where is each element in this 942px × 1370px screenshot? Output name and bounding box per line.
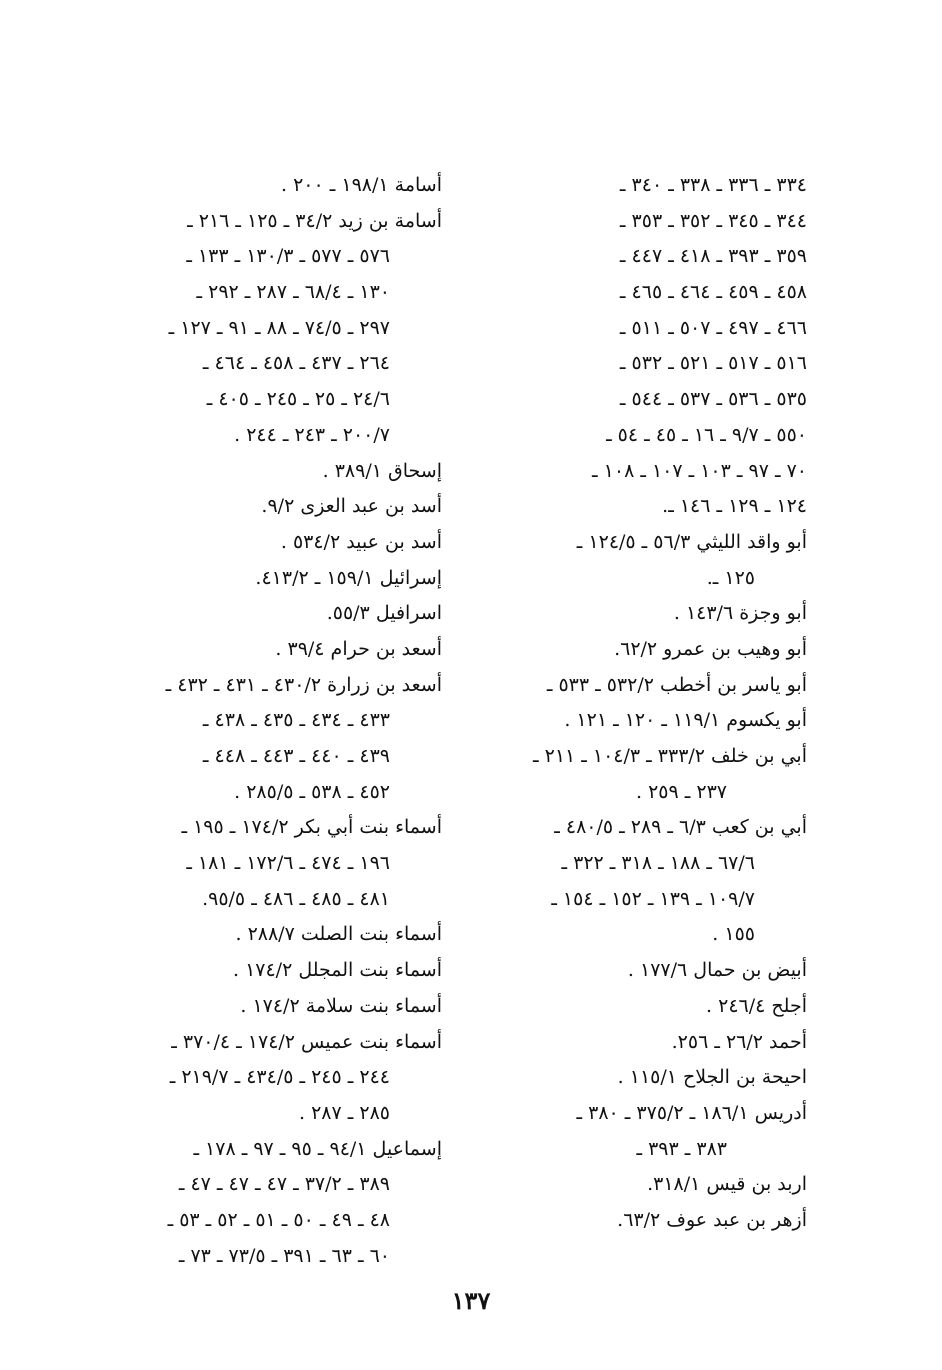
index-line: ٥٣٥ ـ ٥٣٦ ـ ٥٣٧ ـ ٥٤٤ ـ [619,388,807,411]
index-line: ٢٩٧ ـ ٧٤/٥ ـ ٨٨ ـ ٩١ ـ ١٢٧ ـ [168,316,390,339]
index-line: ٤٨١ ـ ٤٨٥ ـ ٤٨٦ ـ ٩٥/٥. [202,887,390,910]
index-line: ١٥٥ . [712,923,755,946]
index-line: ١٢٤ ـ ١٢٩ ـ ١٤٦ ـ. [662,495,807,518]
index-line: ٢٠٠/٧ ـ ٢٤٣ ـ ٢٤٤ . [234,423,390,446]
index-line: ٢٦٤ ـ ٤٣٧ ـ ٤٥٨ ـ ٤٦٤ ـ [202,352,390,375]
index-line: ٤٣٩ ـ ٤٤٠ ـ ٤٤٣ ـ ٤٤٨ ـ [202,745,390,767]
index-line: ٢٤٤ ـ ٢٤٥ ـ ٤٣٤/٥ ـ ٢١٩/٧ ـ [169,1066,390,1089]
index-line: ٦٠ ـ ٦٣ ـ ٣٩١ ـ ٧٣/٥ ـ ٧٣ ـ [178,1244,390,1267]
index-line: ٢٣٧ ـ ٢٥٩ . [636,780,727,803]
index-line: ١٩٦ ـ ٤٧٤ ـ ١٧٢/٦ ـ ١٨١ ـ [186,852,390,875]
index-entry: أسد بن عبيد ٥٣٤/٢ . [280,530,442,553]
index-line: ٣٨٣ ـ ٣٩٣ ـ [636,1137,727,1160]
index-entry: أسماء بنت عميس ١٧٤/٢ ـ ٣٧٠/٤ ـ [171,1030,442,1053]
index-entry: أسامة ١٩٨/١ ـ ٢٠٠ . [280,174,442,196]
index-line: ٣٣٤ ـ ٣٣٦ ـ ٣٣٨ ـ ٣٤٠ ـ [619,174,807,196]
index-column-right [502,168,807,1239]
index-line: ٣٥٩ ـ ٣٩٣ ـ ٤١٨ ـ ٤٤٧ ـ [619,245,807,268]
index-line: ٦٧/٦ ـ ١٨٨ ـ ٣١٨ ـ ٣٢٢ ـ [561,852,755,875]
index-entry: أبي بن كعب ٦/٣ ـ ٢٨٩ ـ ٤٨٠/٥ ـ [554,816,807,839]
index-entry: أدريس ١٨٦/١ ـ ٣٧٥/٢ ـ ٣٨٠ ـ [576,1101,807,1124]
index-entry: أبو يكسوم ١١٩/١ ـ ١٢٠ ـ ١٢١ . [564,709,807,732]
index-entry: أبو واقد الليثي ٥٦/٣ ـ ١٢٤/٥ ـ [576,530,807,553]
index-entry: أبيض بن حمال ١٧٧/٦ . [627,959,807,982]
index-entry: أسماء بنت المجلل ١٧٤/٢ . [232,959,442,982]
index-line: ٣٤٤ ـ ٣٤٥ ـ ٣٥٢ ـ ٣٥٣ ـ [619,209,807,232]
index-entry: أجلح ٢٤٦/٤ . [706,994,807,1017]
index-line: ٤٦٦ ـ ٤٩٧ ـ ٥٠٧ ـ ٥١١ ـ [619,316,807,339]
index-entry: أسامة بن زيد ٣٤/٢ ـ ١٢٥ ـ ٢١٦ ـ [187,209,442,232]
index-line: ٤٥٢ ـ ٥٣٨ ـ ٢٨٥/٥ . [234,780,390,803]
index-line: ٥١٦ ـ ٥١٧ ـ ٥٢١ ـ ٥٣٢ ـ [619,352,807,375]
index-line: ٤٥٨ ـ ٤٥٩ ـ ٤٦٤ ـ ٤٦٥ ـ [619,281,807,304]
index-line: ٢٤/٦ ـ ٢٥ ـ ٢٤٥ ـ ٤٠٥ ـ [206,388,390,411]
page-number: ١٣٧ [451,1286,491,1315]
index-entry: اسرافيل ٥٥/٣. [326,602,442,625]
index-entry: أسعد بن زرارة ٤٣٠/٢ ـ ٤٣١ ـ ٤٣٢ ـ [165,673,442,696]
index-entry: أحمد ٢٦/٢ ـ ٢٥٦. [671,1030,807,1053]
index-entry: أبو وهيب بن عمرو ٦٢/٢. [614,637,807,660]
index-column-left [112,168,442,1274]
index-line: ١٠٩/٧ ـ ١٣٩ ـ ١٥٢ ـ ١٥٤ ـ [551,887,755,910]
index-entry: أبو ياسر بن أخطب ٥٣٢/٢ ـ ٥٣٣ ـ [546,673,807,696]
index-entry: أزهر بن عبد عوف ٦٣/٢. [617,1208,807,1231]
index-line: ٥٥٠ ـ ٩/٧ ـ ١٦ ـ ٤٥ ـ ٥٤ ـ [606,423,807,446]
index-entry: إسماعيل ٩٤/١ ـ ٩٥ ـ ٩٧ ـ ١٧٨ ـ [193,1137,442,1160]
index-entry: احيحة بن الجلاح ١١٥/١ . [617,1066,807,1089]
index-entry: أسد بن عبد العزى ٩/٢. [261,495,442,518]
index-line: ١٢٥ ـ. [706,566,755,589]
index-line: ٢٨٥ ـ ٢٨٧ . [299,1101,390,1124]
index-entry: أبي بن خلف ٣٣٣/٢ ـ ١٠٤/٣ ـ ٢١١ ـ [533,745,807,767]
index-entry: أسماء بنت الصلت ٢٨٨/٧ . [235,923,442,946]
index-entry: إسرائيل ١٥٩/١ ـ ٤١٣/٢. [255,566,442,589]
index-line: ٧٠ ـ ٩٧ ـ ١٠٣ ـ ١٠٧ ـ ١٠٨ ـ [592,459,807,482]
index-entry: أسماء بنت أبي بكر ١٧٤/٢ ـ ١٩٥ ـ [181,816,442,839]
index-line: ١٣٠ ـ ٦٨/٤ ـ ٢٨٧ ـ ٢٩٢ ـ [196,281,390,304]
index-entry: أسماء بنت سلامة ١٧٤/٢ . [240,994,442,1017]
index-line: ٥٧٦ ـ ٥٧٧ ـ ١٣٠/٣ ـ ١٣٣ ـ [186,245,390,268]
index-line: ٤٣٣ ـ ٤٣٤ ـ ٤٣٥ ـ ٤٣٨ ـ [202,709,390,732]
index-entry: إسحاق ٣٨٩/١ . [322,459,442,482]
index-entry: اربد بن قيس ٣١٨/١. [647,1173,807,1196]
index-entry: أبو وجزة ١٤٣/٦ . [673,602,807,625]
index-line: ٣٨٩ ـ ٣٧/٢ ـ ٤٧ ـ ٤٧ ـ ٤٧ ـ [178,1173,390,1196]
index-entry: أسعد بن حرام ٣٩/٤ . [275,637,442,660]
index-line: ٤٨ ـ ٤٩ ـ ٥٠ ـ ٥١ ـ ٥٢ ـ ٥٣ ـ [167,1208,390,1231]
